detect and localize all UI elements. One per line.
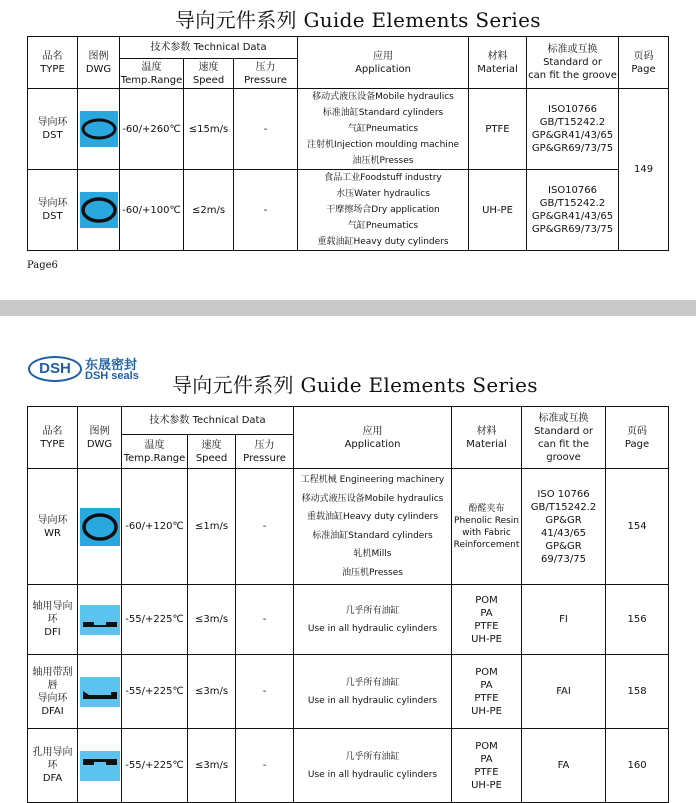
profile-dfi-icon	[78, 585, 122, 655]
header-standard: 标准或互换 Standard or can fit the groove	[522, 407, 606, 469]
ring-icon	[78, 469, 122, 585]
temp-cell: -60/+120℃	[122, 469, 188, 585]
guide-elements-table	[27, 406, 669, 803]
page-separator	[0, 300, 696, 316]
catalog-page-7	[0, 316, 696, 803]
page-cell: 149	[619, 89, 669, 251]
application-cell: 移动式液压设备Mobile hydraulics 标准油缸Standard cylinders 气缸Pneumatics 注射机Injection moulding machine 油压机Presses	[298, 89, 469, 170]
page-title: 导向元件系列 Guide Elements Series	[172, 373, 538, 397]
type-cell: 导向环 WR	[28, 469, 78, 585]
temp-cell: -60/+100℃	[120, 170, 184, 251]
page-cell: 158	[606, 655, 669, 729]
speed-cell: ≤1m/s	[188, 469, 236, 585]
temp-cell: -55/+225℃	[122, 729, 188, 803]
header-technical-data: 技术参数 Technical Data	[122, 407, 294, 435]
standard-cell: FA	[522, 729, 606, 803]
header-standard: 标准或互换 Standard or can fit the groove	[527, 37, 619, 89]
header-speed: 速度 Speed	[184, 59, 234, 89]
header-pressure: 压力 Pressure	[234, 59, 298, 89]
pressure-cell: -	[236, 469, 294, 585]
header-application: 应用 Application	[298, 37, 469, 89]
profile-dfai-icon	[78, 655, 122, 729]
speed-cell: ≤3m/s	[188, 585, 236, 655]
material-cell: 酚醛夹布 Phenolic Resin with Fabric Reinforcement	[452, 469, 522, 585]
standard-cell: ISO 10766 GB/T15242.2 GP&GR 41/43/65 GP&GR 69/73/75	[522, 469, 606, 585]
ring-icon	[78, 89, 120, 170]
header-page: 页码 Page	[606, 407, 669, 469]
type-cell: 孔用导向环 DFA	[28, 729, 78, 803]
profile-dfa-icon	[78, 729, 122, 803]
speed-cell: ≤3m/s	[188, 655, 236, 729]
table-row	[28, 585, 669, 655]
table-row	[28, 89, 669, 170]
dsh-logo	[28, 354, 146, 384]
table-row	[28, 469, 669, 585]
table-row	[28, 170, 669, 251]
material-cell: POM PA PTFE UH-PE	[452, 585, 522, 655]
header-dwg: 图例 DWG	[78, 37, 120, 89]
standard-cell: ISO10766 GB/T15242.2 GP&GR41/43/65 GP&GR69/73/75	[527, 89, 619, 170]
pressure-cell: -	[236, 729, 294, 803]
header-pressure: 压力 Pressure	[236, 435, 294, 469]
application-cell: 几乎所有油缸 Use in all hydraulic cylinders	[294, 729, 452, 803]
standard-cell: ISO10766 GB/T15242.2 GP&GR41/43/65 GP&GR69/73/75	[527, 170, 619, 251]
page-number-label: Page6	[27, 260, 58, 271]
type-cell: 导向环 DST	[28, 89, 78, 170]
page-cell: 154	[606, 469, 669, 585]
material-cell: POM PA PTFE UH-PE	[452, 729, 522, 803]
header-type: 品名 TYPE	[28, 37, 78, 89]
header-page: 页码 Page	[619, 37, 669, 89]
type-cell: 轴用导向环 DFI	[28, 585, 78, 655]
material-cell: POM PA PTFE UH-PE	[452, 655, 522, 729]
table-row	[28, 655, 669, 729]
speed-cell: ≤15m/s	[184, 89, 234, 170]
pressure-cell: -	[234, 89, 298, 170]
standard-cell: FAI	[522, 655, 606, 729]
pressure-cell: -	[236, 585, 294, 655]
logo-english-name: DSH seals	[85, 370, 139, 382]
page-cell: 160	[606, 729, 669, 803]
ring-icon	[78, 170, 120, 251]
header-material: 材料 Material	[469, 37, 527, 89]
temp-cell: -55/+225℃	[122, 585, 188, 655]
header-temp: 温度 Temp.Range	[120, 59, 184, 89]
header-application: 应用 Application	[294, 407, 452, 469]
header-dwg: 图例 DWG	[78, 407, 122, 469]
pressure-cell: -	[234, 170, 298, 251]
material-cell: PTFE	[469, 89, 527, 170]
application-cell: 工程机械 Engineering machinery 移动式液压设备Mobile hydraulics 重载油缸Heavy duty cylinders 标准油缸Standard cylinders 轧机Mills 油压机Presses	[294, 469, 452, 585]
header-temp: 温度 Temp.Range	[122, 435, 188, 469]
header-speed: 速度 Speed	[188, 435, 236, 469]
type-cell: 导向环 DST	[28, 170, 78, 251]
page-title: 导向元件系列 Guide Elements Series	[175, 8, 541, 32]
guide-elements-table	[27, 36, 669, 251]
header-technical-data: 技术参数 Technical Data	[120, 37, 298, 59]
logo-chinese-name: 东晟密封	[85, 358, 138, 373]
header-material: 材料 Material	[452, 407, 522, 469]
standard-cell: FI	[522, 585, 606, 655]
header-type: 品名 TYPE	[28, 407, 78, 469]
material-cell: UH-PE	[469, 170, 527, 251]
catalog-page-6	[0, 0, 696, 300]
temp-cell: -55/+225℃	[122, 655, 188, 729]
application-cell: 食品工业Foodstuff industry 水压Water hydraulics 干摩擦场合Dry application 气缸Pneumatics 重载油缸Heavy duty cylinders	[298, 170, 469, 251]
application-cell: 几乎所有油缸 Use in all hydraulic cylinders	[294, 585, 452, 655]
page-cell: 156	[606, 585, 669, 655]
application-cell: 几乎所有油缸 Use in all hydraulic cylinders	[294, 655, 452, 729]
pressure-cell: -	[236, 655, 294, 729]
logo-mark: DSH	[28, 356, 82, 382]
speed-cell: ≤3m/s	[188, 729, 236, 803]
type-cell: 轴用带刮唇 导向环 DFAI	[28, 655, 78, 729]
table-row	[28, 729, 669, 803]
temp-cell: -60/+260℃	[120, 89, 184, 170]
speed-cell: ≤2m/s	[184, 170, 234, 251]
